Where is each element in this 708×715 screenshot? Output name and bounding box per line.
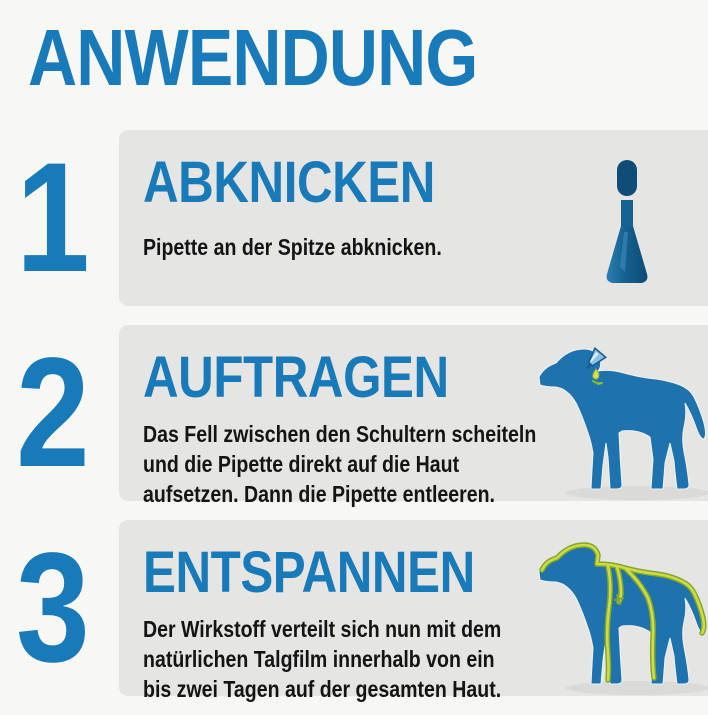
dog-distribution-icon [538, 536, 708, 696]
step-1-description: Pipette an der Spitze abknicken. [143, 234, 442, 260]
pipette-icon [604, 160, 652, 284]
step-3-title: ENTSPANNEN [143, 540, 475, 605]
step-2-number: 2 [16, 326, 90, 500]
pipette-cap [617, 160, 637, 196]
dog-apply-pipette-icon [538, 341, 708, 501]
step-1-panel [119, 130, 708, 306]
step-2-title: AUFTRAGEN [143, 345, 449, 410]
dog-silhouette [539, 349, 706, 489]
step-2-section [0, 325, 708, 507]
step-1-section [0, 130, 708, 306]
pipette-neck [621, 200, 633, 228]
step-3-section [0, 520, 708, 702]
step-1-title: ABKNICKEN [143, 150, 435, 215]
steps-list [0, 130, 708, 715]
step-2-description: Das Fell zwischen den Schultern scheiteln und die Pipette direkt auf die Haut aufsetzen. Dann die Pipette entleeren. [143, 421, 537, 507]
page-title [28, 14, 557, 102]
step-3-description: Der Wirkstoff verteilt sich nun mit dem natürlichen Talgfilm innerhalb von ein bis zwei Tagen auf der gesamten Haut. [143, 616, 502, 702]
step-3-panel [119, 520, 708, 702]
step-3-number: 3 [16, 521, 90, 695]
page-title-text: ANWENDUNG [28, 13, 478, 102]
step-1-number: 1 [16, 131, 90, 305]
step-2-panel [119, 325, 708, 507]
